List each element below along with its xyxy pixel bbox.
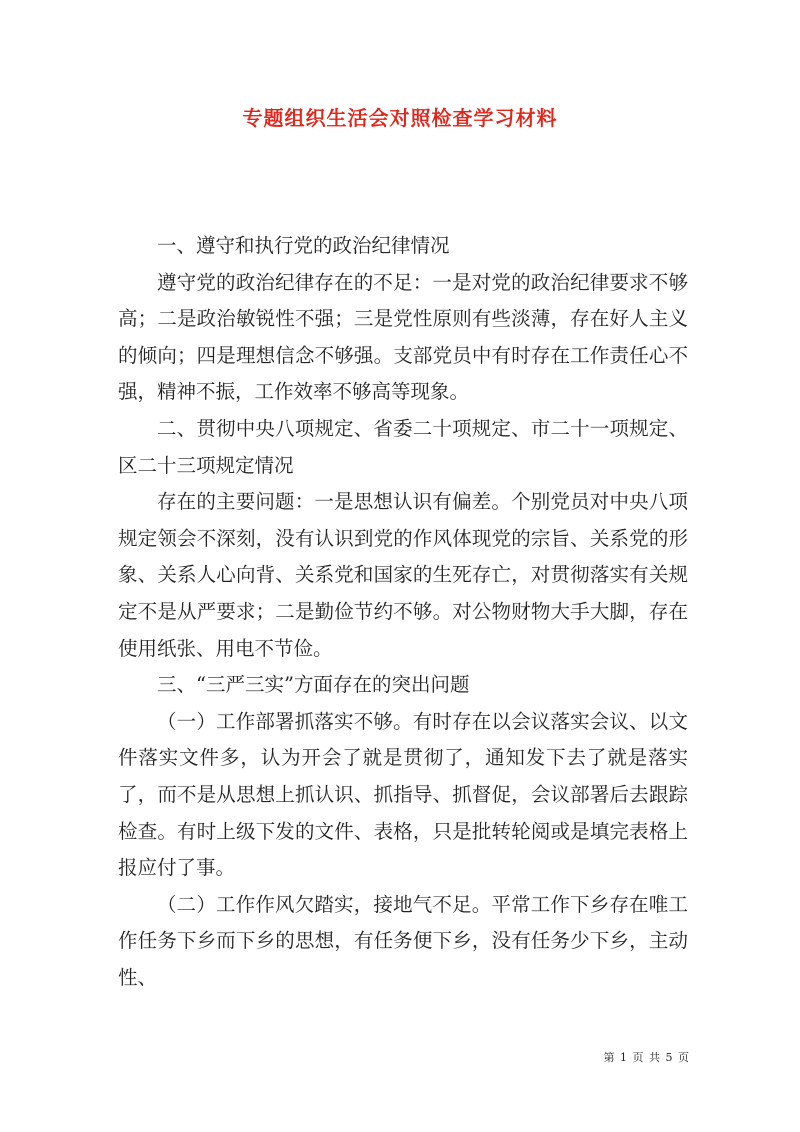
document-title: 专题组织生活会对照检查学习材料 bbox=[242, 106, 558, 130]
section-heading-2: 二、贯彻中央八项规定、省委二十项规定、市二十一项规定、区二十三项规定情况 bbox=[118, 416, 688, 477]
paragraph-4: （二）工作作风欠踏实，接地气不足。平常工作下乡存在唯工作任务下乡而下乡的思想，有任务便下乡，没有任务少下乡，主动性、 bbox=[118, 892, 688, 989]
paragraph-2: 存在的主要问题：一是思想认识有偏差。个别党员对中央八项规定领会不深刻，没有认识到党的作风体现党的宗旨、关系党的形象、关系人心向背、关系党和国家的生死存亡，对贯彻落实有关规定不是从严要求；二是勤俭节约不够。对公物财物大手大脚，存在使用纸张、用电不节俭。 bbox=[118, 490, 688, 660]
section-heading-1: 一、遵守和执行党的政治纪律情况 bbox=[157, 234, 450, 257]
paragraph-3: （一）工作部署抓落实不够。有时存在以会议落实会议、以文件落实文件多，认为开会了就是贯彻了，通知发下去了就是落实了，而不是从思想上抓认识、抓指导、抓督促，会议部署后去跟踪检查。有时上级下发的文件、表格，只是批转轮阅或是填完表格上报应付了事。 bbox=[118, 709, 688, 880]
document-body bbox=[118, 228, 688, 996]
page-number: 第 1 页 共 5 页 bbox=[603, 1051, 690, 1064]
section-heading-3: 三、“三严三实”方面存在的突出问题 bbox=[157, 673, 470, 697]
paragraph-1: 遵守党的政治纪律存在的不足：一是对党的政治纪律要求不够高；二是政治敏锐性不强；三是党性原则有些淡薄，存在好人主义的倾向；四是理想信念不够强。支部党员中有时存在工作责任心不强，精神不振，工作效率不够高等现象。 bbox=[118, 270, 688, 404]
